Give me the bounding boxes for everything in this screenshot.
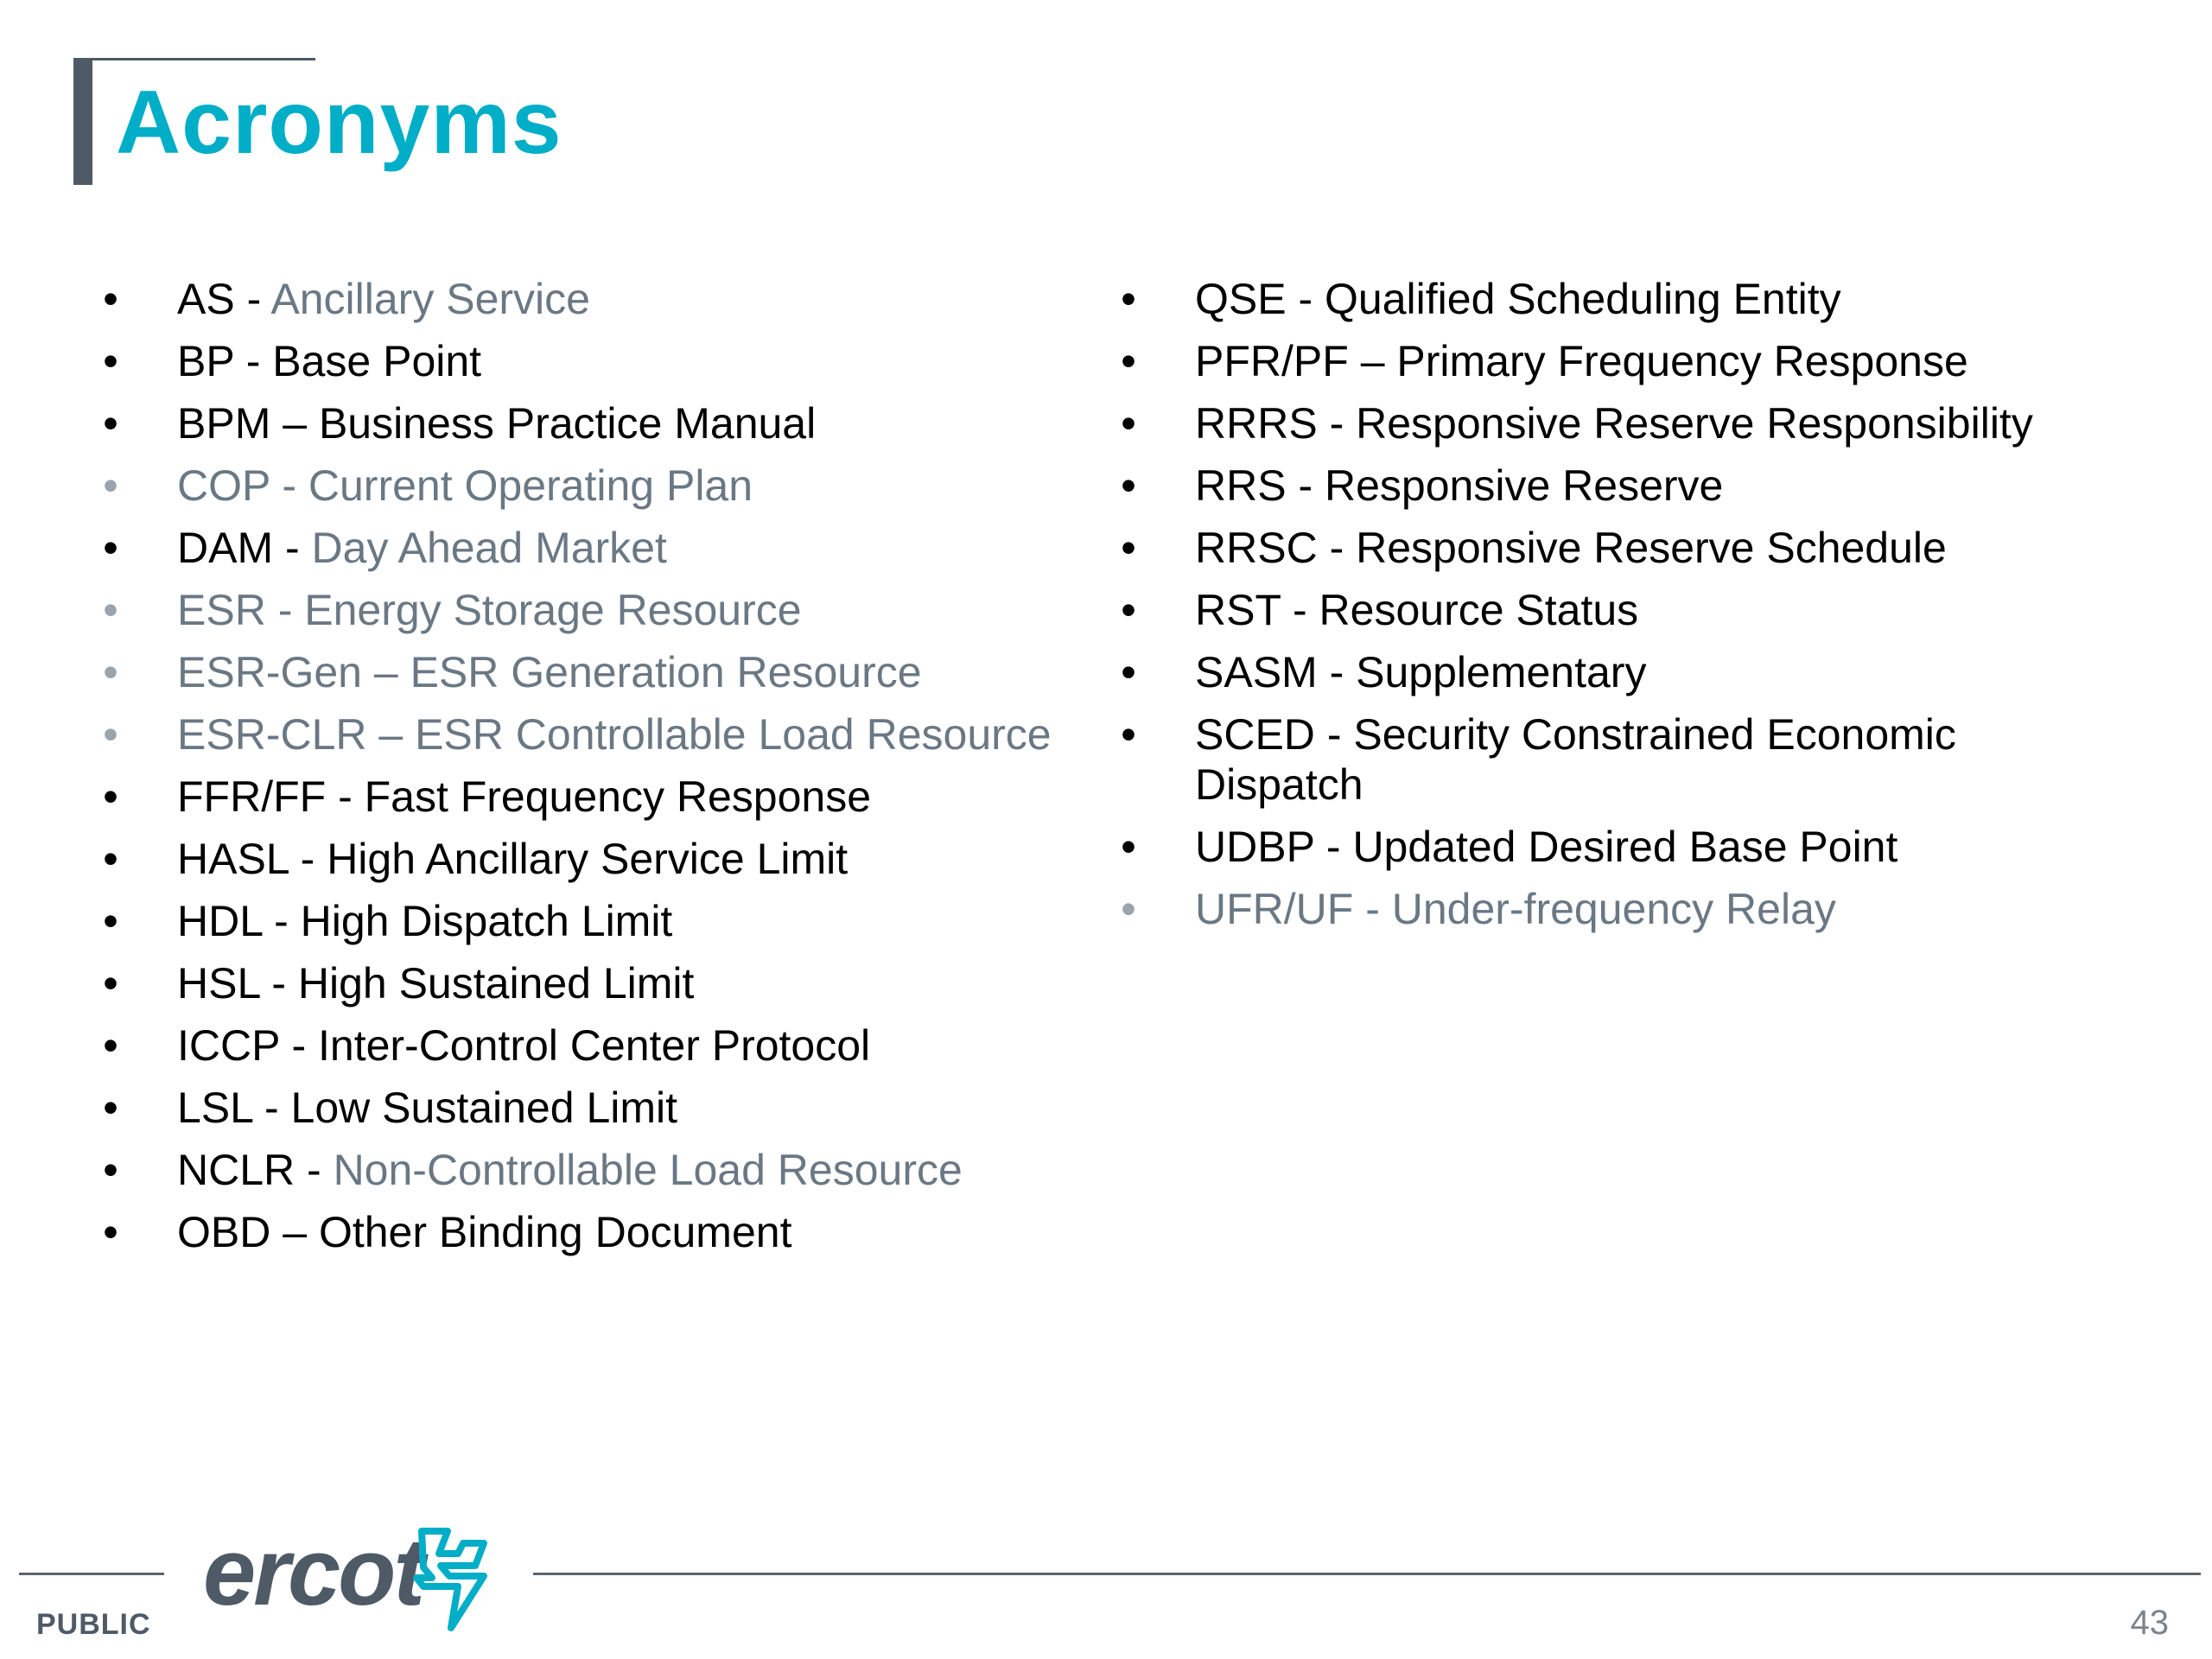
acronym-description: Day Ahead Market	[311, 524, 667, 572]
acronym-separator: -	[233, 337, 273, 385]
logo-wordmark: ercot	[203, 1519, 423, 1625]
acronym-abbr: SASM	[1195, 648, 1318, 696]
acronym-description: ESR Controllable Load Resource	[415, 710, 1052, 759]
acronym-separator: -	[273, 524, 312, 572]
acronym-item	[86, 1201, 1080, 1263]
bullet-icon: •	[1121, 337, 1136, 385]
acronym-abbr: DAM	[177, 524, 274, 572]
acronym-description: Security Constrained Economic Dispatch	[1195, 710, 1956, 809]
acronym-description: Responsive Reserve Schedule	[1356, 524, 1947, 572]
page-number: 43	[2130, 1604, 2169, 1642]
acronym-abbr: OBD	[177, 1208, 271, 1256]
acronym-item	[86, 268, 1080, 330]
acronym-item	[86, 952, 1080, 1014]
bullet-icon: •	[103, 586, 118, 634]
acronym-item	[86, 703, 1080, 766]
acronym-item	[1104, 268, 2158, 330]
acronym-item	[86, 828, 1080, 890]
acronym-description: Responsive Reserve Responsibility	[1356, 399, 2033, 448]
acronym-description: Current Operating Plan	[308, 461, 753, 510]
acronym-abbr: RST	[1195, 586, 1281, 634]
bullet-icon: •	[1121, 399, 1136, 448]
acronym-item	[1104, 517, 2158, 579]
acronym-separator: –	[1348, 337, 1397, 385]
acronym-separator: -	[1317, 399, 1357, 448]
bullet-icon: •	[103, 959, 118, 1007]
acronym-abbr: RRSC	[1195, 524, 1318, 572]
acronym-separator: -	[262, 897, 301, 945]
acronym-abbr: BP	[177, 337, 234, 385]
acronym-separator: -	[1314, 710, 1354, 759]
bullet-icon: •	[103, 1084, 118, 1132]
bullet-icon: •	[1121, 586, 1136, 634]
acronym-description: Non-Controllable Load Resource	[333, 1146, 963, 1194]
bullet-icon: •	[1121, 461, 1136, 510]
bullet-icon: •	[103, 1208, 118, 1256]
acronym-separator: -	[265, 586, 305, 634]
acronym-item	[86, 517, 1080, 579]
acronym-item	[1104, 878, 2158, 940]
acronym-item	[86, 1014, 1080, 1077]
acronym-abbr: NCLR	[177, 1146, 296, 1194]
acronym-abbr: HDL	[177, 897, 263, 945]
bullet-icon: •	[103, 524, 118, 572]
acronym-separator: -	[1317, 648, 1357, 696]
acronym-description: Business Practice Manual	[318, 399, 817, 448]
acronym-separator: -	[259, 959, 298, 1007]
acronym-item	[1104, 703, 2059, 816]
acronym-abbr: UDBP	[1195, 823, 1315, 871]
acronym-item	[86, 392, 1080, 454]
acronym-description: Updated Desired Base Point	[1352, 823, 1898, 871]
acronym-description: Fast Frequency Response	[364, 772, 872, 821]
acronym-abbr: PFR/PF	[1195, 337, 1349, 385]
acronym-separator: -	[1314, 823, 1353, 871]
acronym-description: Inter-Control Center Protocol	[318, 1021, 871, 1070]
bullet-icon: •	[103, 648, 118, 696]
acronym-item	[1104, 641, 2158, 703]
acronym-description: Responsive Reserve	[1325, 461, 1724, 510]
bullet-icon: •	[103, 399, 118, 448]
acronym-abbr: AS	[177, 275, 235, 323]
bullet-icon: •	[103, 835, 118, 883]
acronym-description: Low Sustained Limit	[290, 1084, 678, 1132]
acronym-abbr: FFR/FF	[177, 772, 327, 821]
acronym-separator: -	[1353, 885, 1392, 933]
acronym-abbr: SCED	[1195, 710, 1315, 759]
acronym-description: High Sustained Limit	[297, 959, 695, 1007]
acronym-item	[86, 579, 1080, 641]
bullet-icon: •	[103, 1021, 118, 1070]
acronym-separator: –	[270, 1208, 319, 1256]
acronym-item	[1104, 454, 2158, 517]
acronym-abbr: BPM	[177, 399, 271, 448]
acronym-list-right	[1104, 268, 2158, 940]
acronym-abbr: HASL	[177, 835, 289, 883]
acronym-separator: -	[270, 461, 308, 510]
acronym-separator: -	[288, 835, 327, 883]
bullet-icon: •	[1121, 885, 1136, 933]
bullet-icon: •	[1121, 648, 1136, 696]
acronym-separator: -	[279, 1021, 318, 1070]
acronym-description: Primary Frequency Response	[1396, 337, 1968, 385]
acronym-item	[1104, 330, 2158, 392]
acronym-abbr: ESR	[177, 586, 266, 634]
bullet-icon: •	[103, 275, 118, 323]
acronym-description: High Ancillary Service Limit	[327, 835, 849, 883]
acronym-description: Base Point	[272, 337, 482, 385]
acronym-abbr: ESR-Gen	[177, 648, 362, 696]
acronym-description: High Dispatch Limit	[300, 897, 673, 945]
acronym-description: Ancillary Service	[270, 275, 590, 323]
acronym-description: Qualified Scheduling Entity	[1325, 275, 1841, 323]
acronym-description: Other Binding Document	[318, 1208, 792, 1256]
acronym-description: Under-frequency Relay	[1391, 885, 1836, 933]
bullet-icon: •	[103, 461, 118, 510]
bullet-icon: •	[103, 897, 118, 945]
acronym-item	[86, 454, 1080, 517]
acronym-abbr: ESR-CLR	[177, 710, 367, 759]
acronym-separator: -	[252, 1084, 291, 1132]
acronym-item	[86, 330, 1080, 392]
acronym-separator: –	[361, 648, 410, 696]
title-accent-bar	[73, 58, 92, 185]
acronym-item	[86, 1139, 1080, 1201]
acronym-separator: -	[234, 275, 271, 323]
acronym-item	[1104, 579, 2158, 641]
footer-rule-right	[533, 1573, 2201, 1575]
bullet-icon: •	[103, 772, 118, 821]
ercot-logo	[203, 1521, 497, 1633]
acronym-abbr: QSE	[1195, 275, 1287, 323]
acronym-separator: -	[1317, 524, 1357, 572]
slide-title: Acronyms	[116, 73, 563, 173]
acronym-abbr: COP	[177, 461, 270, 510]
title-accent-rule	[73, 58, 315, 60]
bullet-icon: •	[1121, 275, 1136, 323]
acronym-abbr: UFR/UF	[1195, 885, 1354, 933]
acronym-separator: -	[1286, 461, 1325, 510]
bullet-icon: •	[103, 337, 118, 385]
acronym-list-left	[86, 268, 1080, 1263]
acronym-item	[1104, 392, 2158, 454]
acronym-separator: -	[1286, 275, 1325, 323]
lightning-icon	[397, 1524, 493, 1632]
footer-rule-left	[19, 1573, 164, 1575]
acronym-item	[86, 766, 1080, 828]
bullet-icon: •	[1121, 524, 1136, 572]
bullet-icon: •	[1121, 710, 1136, 759]
acronym-abbr: LSL	[177, 1084, 253, 1132]
acronym-item	[86, 1077, 1080, 1139]
acronym-separator: –	[270, 399, 319, 448]
bullet-icon: •	[103, 1146, 118, 1194]
acronym-description: Energy Storage Resource	[304, 586, 802, 634]
acronym-item	[86, 641, 1080, 703]
acronym-item	[1104, 816, 2158, 878]
acronym-description: Resource Status	[1319, 586, 1639, 634]
acronym-separator: -	[326, 772, 365, 821]
bullet-icon: •	[103, 710, 118, 759]
acronym-description: Supplementary	[1356, 648, 1647, 696]
acronym-abbr: HSL	[177, 959, 260, 1007]
bullet-icon: •	[1121, 823, 1136, 871]
acronym-separator: -	[295, 1146, 334, 1194]
classification-label: PUBLIC	[36, 1608, 151, 1641]
acronym-item	[86, 890, 1080, 952]
acronym-separator: –	[366, 710, 416, 759]
acronym-separator: -	[1281, 586, 1319, 634]
acronym-abbr: RRRS	[1195, 399, 1318, 448]
acronym-abbr: RRS	[1195, 461, 1287, 510]
acronym-description: ESR Generation Resource	[410, 648, 922, 696]
acronym-abbr: ICCP	[177, 1021, 280, 1070]
